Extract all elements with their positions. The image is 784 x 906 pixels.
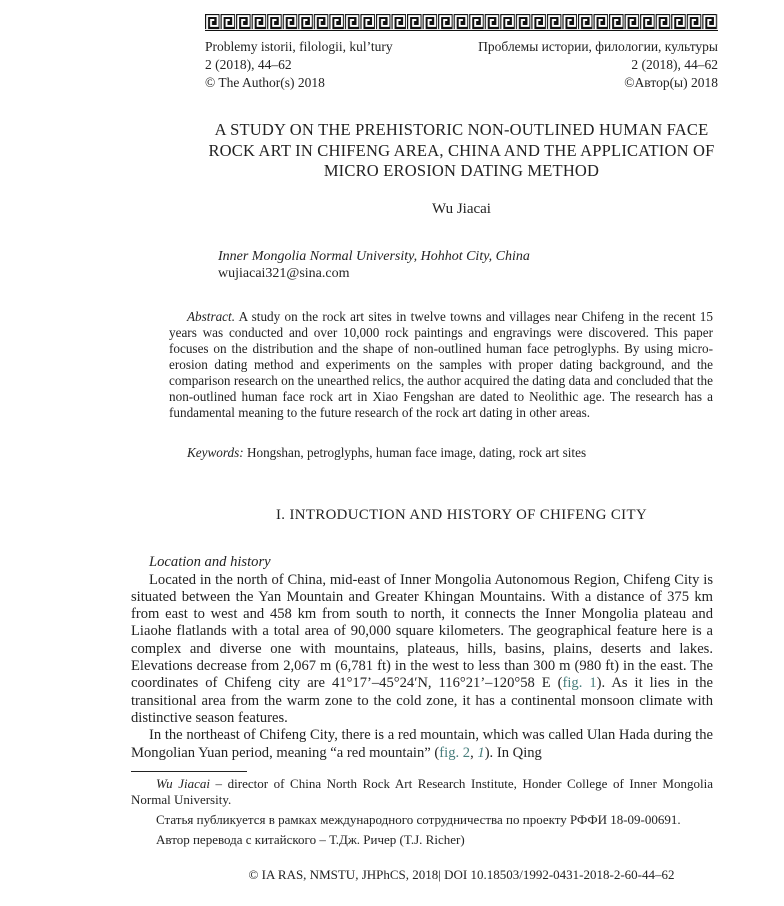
footnote-author-bio — [131, 776, 713, 808]
paragraph-red-mountain-separator: , — [470, 744, 478, 761]
article-title-line2: ROCK ART IN CHIFENG AREA, CHINA AND THE APPLICATION OF — [208, 140, 715, 160]
journal-header-left — [205, 38, 393, 92]
paragraph-red-mountain-text-a: In the northeast of Chifeng City, there is a red mountain, which was called Ulan Hada during the Mongolian Yuan period, meaning “a red mountain” ( — [131, 727, 713, 761]
imprint-doi-line: © IA RAS, NMSTU, JHPhCS, 2018| DOI 10.18503/1992-0431-2018-2-60-44–62 — [248, 866, 675, 882]
copyright-left: © The Author(s) 2018 — [205, 75, 325, 90]
paragraph-location-1 — [131, 572, 713, 728]
issue-pages-left: 2 (2018), 44–62 — [205, 57, 292, 72]
paragraph-location-1-text-a: Located in the north of China, mid-east of Inner Mongolia Autonomous Region, Chifeng City is situated between the Yan Mountain and Greater Khingan Mountains. With a distance of 375 km from east to west and 458 km from south to north, it connects the Inner Mongolia plateau and Liaohe flatlands with a total area of 90,000 square kilometers. The geographical feature here is a complex and diverse one with mountains, plateaus, hills, basins, plains, deserts and lakes. Elevations decrease from 2,067 m (6,781 ft) in the west to less than 300 m (980 ft) in the east. The coordinates of Chifeng city are 41°17’–45°24′N, 116°21’–120°58 E ( — [131, 571, 713, 692]
page-content — [131, 14, 718, 883]
keywords-text: Hongshan, petroglyphs, human face image, dating, rock art sites — [243, 445, 587, 461]
greek-key-border — [205, 14, 718, 31]
footnote-author-text: – director of China North Rock Art Research Institute, Honder College of Inner Mongolia Normal University. — [131, 775, 713, 808]
author-email: wujiacai321@sina.com — [218, 266, 350, 281]
abstract-label: Abstract. — [187, 308, 235, 324]
keywords-line — [169, 445, 713, 461]
author-name: Wu Jiacai — [432, 200, 491, 217]
journal-name-russian: Проблемы истории, филологии, культуры — [478, 39, 718, 54]
paragraph-red-mountain-text-b: ). In Qing — [484, 744, 542, 761]
footnote-grant: Статья публикуется в рамках международного сотрудничества по проекту РФФИ 18-09-00691. — [156, 812, 681, 828]
paragraph-location-1-text-b: ). As it lies in the transitional area from the warm zone to the cold zone, it has a continental monsoon climate with distinctive season features. — [131, 675, 713, 726]
footnote-separator — [131, 771, 247, 772]
author-affiliation: Inner Mongolia Normal University, Hohhot City, China — [218, 248, 530, 264]
abstract-paragraph — [169, 309, 713, 422]
abstract-text: A study on the rock art sites in twelve towns and villages near Chifeng in the recent 15 years was conducted and over 10,000 rock paintings and engravings were discovered. This paper focuses on the distribution and the shape of non-outlined human face petroglyphs. By using micro-erosion dating method and experiments on the samples with proper dating background, and the comparison research on the unearthed relics, the author acquired the dating data and concluded that the non-outlined human face rock art in Xiao Fengshan are dated to Neolithic age. The research has a fundamental meaning to the future research of the rock art dating in other areas. — [169, 308, 713, 421]
paragraph-red-mountain — [131, 727, 713, 762]
copyright-right: ©Автор(ы) 2018 — [624, 75, 718, 90]
journal-header — [205, 38, 718, 92]
section-heading-introduction: I. INTRODUCTION AND HISTORY OF CHIFENG CITY — [275, 507, 648, 524]
journal-name-translit: Problemy istorii, filologii, kul’tury — [205, 39, 393, 54]
article-title-line3: MICRO EROSION DATING METHOD — [323, 161, 600, 180]
header-band-column — [205, 14, 718, 218]
keywords-label: Keywords: — [187, 445, 244, 461]
article-title-line1: A STUDY ON THE PREHISTORIC NON-OUTLINED HUMAN FACE — [214, 120, 709, 139]
figure-1-link[interactable]: fig. 1 — [562, 675, 597, 692]
footnote-author-name: Wu Jiacai — [156, 775, 210, 791]
article-title — [205, 120, 718, 182]
affiliation-block — [218, 248, 713, 283]
subsection-heading-location: Location and history — [149, 554, 271, 571]
footnote-translation: Автор перевода с китайского – Т.Дж. Ричер (T.J. Richer) — [156, 832, 465, 848]
journal-header-right — [478, 38, 718, 92]
figure-2-link[interactable]: fig. 2 — [439, 744, 471, 761]
figure-2-item-link[interactable]: 1 — [477, 744, 485, 761]
issue-pages-right: 2 (2018), 44–62 — [631, 57, 718, 72]
